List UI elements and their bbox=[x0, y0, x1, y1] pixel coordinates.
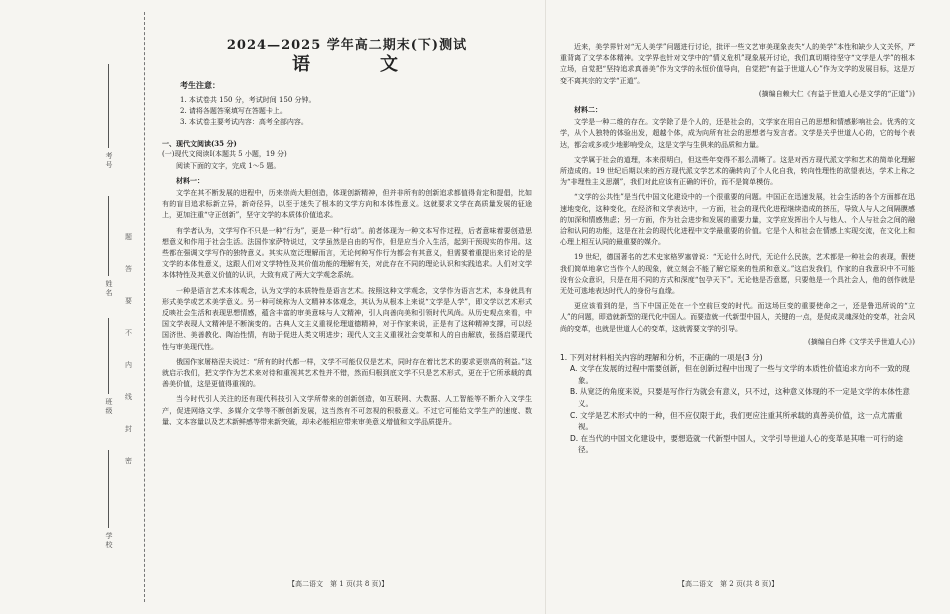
seal-char: 线 bbox=[125, 393, 132, 401]
class-field[interactable] bbox=[108, 318, 109, 394]
seal-char: 封 bbox=[125, 425, 132, 433]
seal-char: 答 bbox=[125, 265, 132, 273]
paragraph: “文学的公共性”是当代中国文化建设中的一个很重要的问题。中国正在迅速发展，社会生活的各个方面都在迅速地变化，这种变化，在经济和文学表达中，一方面，社会的现代化进程继续造成的挤压，导致人与人之间隔膜感的加深和情感焦虑；另一方面，作为社会进步和发展的重要力量，文学应发挥出个人与他人、个人与社会之间的融洽和认同的功能，这是在社会的现代化进程中文学最重要的价值。它是个人和社会在情感上实现交流，在文化上和心理上相互认同的最重要的媒介。 bbox=[560, 193, 915, 247]
option-a: A. 文学在发展的过程中需要创新，但在创新过程中出现了一些与文学的本质性价值追求方向不一致的现象。 bbox=[570, 364, 910, 385]
school-label: 学校 bbox=[105, 532, 113, 550]
exam-title: 2024—2025 学年高二期末(下)测试 bbox=[226, 38, 468, 53]
paragraph: 一种是语言艺术本体观念，认为文学的本质特性是语言艺术。按照这种文学观念，文学作为语言艺术，本身就具有形式美学或艺术美学意义。另一种可统称为人文精神本体观念，其认为从根本上来说“文学是人学”，即文学以艺术形式反映社会生活和表现思想情感，蕴含丰富的审美意味与人文精神，引人向善向美和引领时代风尚。从历史观点来看，中国文学表现人文精神是不断演变的。古典人文主义重视伦理道德精神，对于作家来说，正是有了这种精神支撑，可以经国济世、美善教化、陶冶性情，有助于促进人类文明进步；现代人文主义重视社会变革和人的自由解放，张扬启蒙现代性与审美现代性。 bbox=[162, 286, 532, 351]
seal-char: 要 bbox=[125, 297, 132, 305]
seal-char: 不 bbox=[125, 329, 132, 337]
page-divider bbox=[545, 0, 546, 614]
paragraph: 文学属于社会的道理，本来很明白，但这些年变得不那么清晰了。这是对西方现代派文学和艺术的简单化理解所造成的。19 世纪后期以来的西方现代派文学艺术的确转向了个人化自我，转向性理性的欲望表达，学术上称之为“非理性主义思潮”，我们对此应该有正确的评价，而不是简单模仿。 bbox=[560, 155, 915, 187]
exam-subject: 语 文 bbox=[292, 54, 424, 76]
source-citation: (摘编自赖大仁《有益于世道人心是文学的“正道”》) bbox=[758, 89, 915, 98]
option-b: B. 从宽泛的角度来说，只要是写作行为就会有意义，只不过，这种意义体现的不一定是文学的本体性意义。 bbox=[570, 387, 910, 409]
class-label: 班级 bbox=[105, 398, 113, 416]
paragraph: 19 世纪，德国著名的艺术史家格罗塞曾说：“无论什么时代，无论什么民族，艺术都是一种社会的表现，假使我们简单地拿它当作个人的现象，就立刻会不能了解它原来的性质和意义。”这启发我们，作家的自我意识中不可能没有公众意识，只是在用不同的方式和深度“包孕天下”。无论他是否意愿，只要他是一个具社会人，他的创作就是无处可逃地表达时代人的身份与血缘。 bbox=[560, 253, 915, 296]
seal-char: 题 bbox=[125, 233, 132, 241]
paragraph: 近来，美学界针对“无人美学”问题进行讨论，批评一些文艺审美现象丧失“人的美学”本性和缺少人文关怀，严重背离了文学本体精神。文学界也针对文学中的“情义危机”现象展开讨论，我们真切期待坚守“文学是人学”的根本立场，自觉把“坚持追求真善美”作为文学的永恒价值导向，自觉把“有益于世道人心”作为文学的发展目标，这是万变不离其宗的文学“正道”。 bbox=[560, 43, 915, 85]
notice-heading: 考生注意： bbox=[180, 80, 220, 91]
page-1-footer: 【高二语文 第 1 页(共 8 页)】 bbox=[288, 580, 389, 588]
material-1-label: 材料一： bbox=[176, 175, 204, 185]
paragraph: 当今时代引人关注的还有现代科技引入文学所带来的创新创造，如互联网、大数据、人工智能等不断介入文学生产，促进网络文学、多媒介文学等不断创新发展，这当然有不可忽视的积极意义。不过它可能给文学生产的速度、数量、文本容量以及艺术新鲜感等带来新突破，却未必能相应带来审美意义增值和文学品质提升。 bbox=[162, 395, 532, 426]
notice-item: 1. 本试卷共 150 分，考试时间 150 分钟。 bbox=[180, 95, 316, 104]
name-label: 姓名 bbox=[105, 280, 113, 298]
paragraph: 文学是一种二维的存在。文学除了是个人的，还是社会的，文学家在用自己的思想和情感影响社会。优秀的文学，从个人独特的体验出发，超越个体，成为向所有社会的思想者与发言者。文学是关乎世道人心的，它的每个表达，都会或多或少地影响受众，这是文学与生俱来的品质和力量。 bbox=[560, 118, 915, 149]
paragraph: 有学者认为，文学写作不只是一种“行为”，更是一种“行动”。前者体现为一种文本写作过程，后者意味着要创造思想意义和作用于社会生活。法国作家萨特说过，文学虽然是自由的写作，但是应当介入生活，起到干预现实的作用。这些都在强调文学写作的独特意义。其实从宽泛理解而言，无论何种写作行为都会有其意义，但需要着重提出来讨论的是文学的本体性意义，这跟人们对文学特性及其价值功能的理解有关，对此存在不同的理论认识和实践追求。人们对文学本体特性及其意义价值的认识，大致有成了两大文学观念系统。 bbox=[162, 226, 532, 280]
name-field[interactable] bbox=[108, 196, 109, 276]
section-heading: 一、现代文阅读(35 分) bbox=[162, 139, 237, 149]
notice-item: 3. 本试卷主要考试内容：高考全部内容。 bbox=[180, 118, 308, 127]
page-2 bbox=[560, 42, 915, 456]
instruction: 阅读下面的文字，完成 1～5 题。 bbox=[176, 161, 281, 170]
seal-char: 密 bbox=[125, 457, 132, 465]
page-1 bbox=[162, 38, 532, 428]
exam-no-field[interactable] bbox=[108, 64, 109, 148]
material-2-label: 材料二： bbox=[574, 105, 602, 115]
source-citation: (摘编自白烨《文学关乎世道人心》) bbox=[808, 337, 915, 346]
binding-strip bbox=[0, 0, 150, 614]
binding-line bbox=[144, 12, 145, 602]
subsection-heading: (一)现代文阅读Ⅰ(本题共 5 小题，19 分) bbox=[162, 150, 287, 159]
paragraph: 更应该看到的是，当下中国正处在一个空前巨变的时代。而这场巨变的重要使命之一，还是鲁迅所说的“立人”的问题，即造就新型的现代化中国人。而要造就一代新型中国人，关键的一点，是促成灵魂深处的变革，社会风尚的变革，也就是世道人心的变革，这就需要文学的引导。 bbox=[560, 302, 915, 333]
school-field[interactable] bbox=[108, 450, 109, 528]
option-c: C. 文学是艺术形式中的一种，但不应仅限于此，我们更应注重其所承载的真善美价值，这一点尤需重视。 bbox=[570, 410, 903, 432]
option-d: D. 在当代的中国文化建设中，要想造就一代新型中国人，文学引导世道人心的变革是其唯一可行的途径。 bbox=[570, 433, 904, 455]
paragraph: 文学在其不断发展的进程中，历来崇尚大胆创造，体现创新精神，但并非所有的创新追求都值得肯定和提倡，比如有的盲目追求标新立异，新奇径异，以至于迷失了根本的文学方向和本体性意义。这就要求文学在高质量发展的征途上，更加注重“守正创新”，坚守文学的本质体价值追求。 bbox=[162, 189, 532, 220]
page-2-footer: 【高二语文 第 2 页(共 8 页)】 bbox=[678, 580, 779, 588]
notice-item: 2. 请将各题答案填写在答题卡上。 bbox=[180, 106, 287, 115]
exam-no-label: 考号 bbox=[105, 152, 113, 170]
paragraph: 俄国作家屠格涅夫说过：“所有的时代都一样，文学不可能仅仅是艺术，同时存在着比艺术的要求更崇高的利益。”这就启示我们，把文学作为艺术来对待和重视其艺术性并不错，然而归根到底文学不只是艺术形式，更在于它所承载的真善美价值，这是更值得重视的。 bbox=[162, 357, 532, 389]
question-stem: 1. 下列对材料相关内容的理解和分析，不正确的一项是(3 分) bbox=[560, 353, 763, 363]
seal-char: 内 bbox=[125, 361, 132, 369]
